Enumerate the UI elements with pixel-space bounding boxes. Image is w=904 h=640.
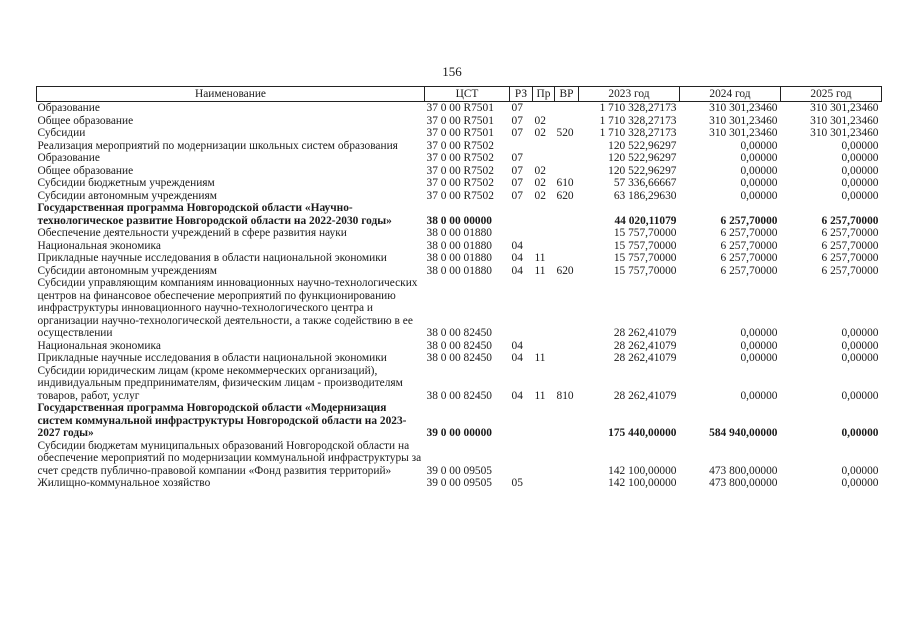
cell-name: Субсидии автономным учреждениям (37, 189, 217, 202)
cell-cst: 37 0 00 R7501 (426, 127, 494, 139)
cell-pr (533, 102, 555, 115)
cell-name: Субсидии управляющим компаниям инновационных научно-технологических центров на финансовое обеспечение мероприятий по функционированию инфраструктуры инновационного научно-технологического центра и организации научно-технологической деятельности, а также содействию в ее осуществлении (37, 277, 418, 339)
cell-2024: 310 301,23460 (709, 127, 778, 139)
cell-2024: 6 257,70000 (720, 239, 778, 252)
table-row (37, 277, 882, 340)
cell-pr: 11 (534, 264, 546, 277)
cell-2023: 28 262,41079 (613, 389, 677, 402)
cell-2023: 28 262,41079 (613, 352, 677, 364)
header-2025: 2025 год (781, 87, 882, 102)
cell-pr (533, 440, 555, 478)
cell-2025: 6 257,70000 (821, 239, 879, 252)
cell-name: Субсидии юридическим лицам (кроме некоммерческих организаций), индивидуальным предпринимателям, физическим лицам - производителям товаров, работ, услуг (37, 364, 403, 402)
cell-2023: 120 522,96297 (608, 152, 677, 164)
cell-vr (555, 440, 579, 478)
cell-vr (555, 115, 579, 128)
cell-pr (533, 227, 555, 240)
table-row (37, 440, 882, 478)
cell-cst: 37 0 00 R7502 (426, 139, 494, 152)
cell-vr (555, 277, 579, 340)
cell-pr: 02 (534, 177, 546, 189)
cell-2024: 0,00000 (740, 164, 778, 177)
cell-rz (510, 227, 533, 240)
table-header (37, 87, 882, 102)
table-row (37, 115, 882, 128)
cell-2024: 6 257,70000 (720, 214, 778, 227)
cell-2024: 0,00000 (740, 177, 778, 189)
cell-2025: 0,00000 (841, 464, 879, 477)
cell-2025: 0,00000 (841, 339, 879, 352)
cell-cst: 38 0 00 01880 (426, 227, 492, 239)
cell-pr (533, 140, 555, 153)
cell-2023: 15 757,70000 (613, 252, 677, 264)
cell-2023: 142 100,00000 (608, 477, 677, 489)
table-row (37, 140, 882, 153)
cell-2023: 120 522,96297 (608, 164, 677, 177)
cell-vr: 610 (556, 177, 574, 189)
cell-2023: 15 757,70000 (613, 227, 677, 239)
table-row (37, 477, 882, 490)
cell-2025: 0,00000 (841, 427, 879, 439)
cell-cst: 37 0 00 R7502 (426, 189, 494, 202)
table-row (37, 152, 882, 165)
cell-name: Государственная программа Новгородской области «Модернизация систем коммунальной инфраструктуры Новгородской области на 2023-2027 годы» (37, 402, 407, 439)
cell-rz: 07 (511, 177, 523, 189)
cell-vr (555, 140, 579, 153)
cell-2024: 6 257,70000 (720, 264, 778, 277)
cell-name: Образование (37, 102, 100, 114)
cell-vr: 520 (556, 127, 574, 139)
cell-pr (533, 477, 555, 490)
cell-2025: 6 257,70000 (821, 227, 879, 239)
cell-vr (555, 227, 579, 240)
cell-pr (533, 240, 555, 253)
cell-rz: 04 (511, 239, 523, 252)
cell-2025: 0,00000 (841, 139, 879, 152)
cell-cst: 37 0 00 R7501 (426, 102, 494, 114)
cell-2024: 0,00000 (740, 389, 778, 402)
cell-rz: 04 (511, 252, 523, 264)
cell-vr (555, 152, 579, 165)
cell-rz: 04 (511, 352, 523, 364)
header-cst: ЦСТ (425, 87, 510, 102)
cell-name: Общее образование (37, 164, 134, 177)
cell-name: Прикладные научные исследования в области национальной экономики (37, 352, 387, 364)
cell-2024: 0,00000 (740, 189, 778, 202)
cell-2023: 15 757,70000 (613, 239, 677, 252)
header-vr: ВР (555, 87, 579, 102)
cell-pr: 11 (534, 389, 546, 402)
budget-table (36, 86, 882, 490)
cell-rz: 05 (511, 477, 523, 489)
cell-2025: 6 257,70000 (821, 264, 879, 277)
cell-pr: 11 (534, 352, 546, 364)
cell-pr: 02 (534, 164, 546, 177)
header-name: Наименование (37, 87, 425, 102)
cell-rz (510, 402, 533, 440)
table-row (37, 265, 882, 278)
cell-vr (555, 352, 579, 365)
cell-cst: 39 0 00 09505 (426, 477, 492, 489)
cell-2025: 0,00000 (841, 477, 879, 489)
cell-2025: 0,00000 (841, 177, 879, 189)
cell-2023: 44 020,11079 (614, 214, 677, 227)
cell-name: Субсидии бюджетным учреждениям (37, 177, 215, 189)
cell-rz: 07 (511, 189, 523, 202)
cell-2025: 0,00000 (841, 189, 879, 202)
cell-vr (555, 477, 579, 490)
cell-cst: 38 0 00 82450 (426, 327, 492, 339)
cell-2023: 175 440,00000 (608, 427, 677, 439)
cell-2025: 0,00000 (841, 352, 879, 364)
cell-rz (510, 277, 533, 340)
cell-2025: 310 301,23460 (810, 102, 879, 114)
cell-2023: 1 710 328,27173 (599, 127, 677, 139)
cell-2023: 142 100,00000 (608, 464, 677, 477)
cell-2024: 0,00000 (740, 139, 778, 152)
cell-2025: 0,00000 (841, 389, 879, 402)
header-2024: 2024 год (680, 87, 781, 102)
table-row (37, 365, 882, 403)
cell-2023: 28 262,41079 (613, 339, 677, 352)
cell-2025: 6 257,70000 (821, 252, 879, 264)
header-2023: 2023 год (579, 87, 680, 102)
cell-cst: 38 0 00 82450 (426, 389, 492, 402)
table-row (37, 202, 882, 227)
cell-rz: 04 (511, 339, 523, 352)
cell-cst: 39 0 00 09505 (426, 464, 492, 477)
cell-pr: 02 (534, 189, 546, 202)
table-row (37, 165, 882, 178)
table-row (37, 227, 882, 240)
cell-pr (533, 202, 555, 227)
cell-cst: 37 0 00 R7502 (426, 177, 494, 189)
cell-vr: 810 (556, 389, 574, 402)
cell-rz (510, 140, 533, 153)
cell-rz: 07 (511, 164, 523, 177)
cell-name: Государственная программа Новгородской области «Научно-технологическое развитие Новгородской области на 2022-2030 годы» (37, 202, 392, 227)
cell-2024: 584 940,00000 (709, 427, 778, 439)
cell-pr (533, 152, 555, 165)
cell-rz: 07 (511, 102, 523, 114)
cell-rz: 07 (511, 127, 523, 139)
table-row (37, 240, 882, 253)
cell-name: Прикладные научные исследования в области национальной экономики (37, 252, 387, 264)
cell-cst: 38 0 00 01880 (426, 264, 492, 277)
header-pr: Пр (533, 87, 555, 102)
cell-vr (555, 340, 579, 353)
cell-vr: 620 (556, 189, 574, 202)
cell-2024: 0,00000 (740, 352, 778, 364)
cell-pr: 02 (534, 127, 546, 139)
cell-cst: 38 0 00 01880 (426, 252, 492, 264)
cell-name: Реализация мероприятий по модернизации школьных систем образования (37, 139, 398, 152)
cell-vr: 620 (556, 264, 574, 277)
table-row (37, 402, 882, 440)
cell-2023: 63 186,29630 (613, 189, 677, 202)
cell-2025: 310 301,23460 (810, 127, 879, 139)
cell-2023: 1 710 328,27173 (599, 102, 677, 114)
cell-name: Жилищно-коммунальное хозяйство (37, 477, 211, 489)
cell-name: Субсидии бюджетам муниципальных образований Новгородской области на обеспечение мероприятий по модернизации коммунальной инфраструктуры за счет средств публично-правовой компании «Фонд развития территорий» (37, 439, 422, 477)
cell-rz (510, 440, 533, 478)
cell-cst: 37 0 00 R7502 (426, 164, 494, 177)
cell-pr (533, 340, 555, 353)
table-row (37, 252, 882, 265)
cell-cst: 37 0 00 R7501 (426, 114, 494, 127)
cell-2024: 310 301,23460 (709, 102, 778, 114)
cell-name: Образование (37, 152, 100, 164)
page-number: 156 (442, 64, 462, 79)
cell-name: Субсидии автономным учреждениям (37, 264, 217, 277)
cell-vr (555, 202, 579, 227)
cell-rz (510, 202, 533, 227)
cell-rz: 04 (511, 264, 523, 277)
cell-2024: 6 257,70000 (720, 252, 778, 264)
cell-cst: 37 0 00 R7502 (426, 152, 494, 164)
cell-vr (555, 102, 579, 115)
table-row (37, 352, 882, 365)
cell-rz: 07 (511, 114, 523, 127)
cell-2024: 473 800,00000 (709, 477, 778, 489)
cell-2024: 6 257,70000 (720, 227, 778, 239)
cell-vr (555, 240, 579, 253)
cell-2023: 15 757,70000 (613, 264, 677, 277)
cell-name: Субсидии (37, 127, 86, 139)
cell-2024: 0,00000 (740, 152, 778, 164)
cell-2024: 310 301,23460 (709, 114, 778, 127)
cell-pr: 02 (534, 114, 546, 127)
cell-2025: 6 257,70000 (821, 214, 879, 227)
cell-cst: 38 0 00 00000 (426, 214, 492, 227)
cell-2025: 310 301,23460 (810, 114, 879, 127)
cell-2025: 0,00000 (841, 164, 879, 177)
cell-pr: 11 (534, 252, 546, 264)
cell-2023: 1 710 328,27173 (599, 114, 677, 127)
cell-pr (533, 277, 555, 340)
cell-name: Национальная экономика (37, 339, 161, 352)
cell-2023: 120 522,96297 (608, 139, 677, 152)
header-rz: РЗ (510, 87, 533, 102)
cell-2023: 57 336,66667 (613, 177, 677, 189)
cell-2025: 0,00000 (841, 152, 879, 164)
cell-cst: 39 0 00 00000 (426, 427, 492, 439)
cell-cst: 38 0 00 82450 (426, 352, 492, 364)
cell-vr (555, 252, 579, 265)
cell-vr (555, 402, 579, 440)
cell-2023: 28 262,41079 (613, 327, 677, 339)
table-row (37, 190, 882, 203)
cell-pr (533, 402, 555, 440)
cell-cst: 38 0 00 82450 (426, 339, 492, 352)
table-row (37, 177, 882, 190)
cell-vr (555, 165, 579, 178)
cell-2024: 473 800,00000 (709, 464, 778, 477)
cell-name: Национальная экономика (37, 239, 161, 252)
table-row (37, 340, 882, 353)
table-row (37, 102, 882, 115)
cell-cst: 38 0 00 01880 (426, 239, 492, 252)
cell-2024: 0,00000 (740, 327, 778, 339)
cell-2025: 0,00000 (841, 327, 879, 339)
table-body (37, 102, 882, 490)
cell-name: Общее образование (37, 114, 134, 127)
cell-rz: 04 (511, 389, 523, 402)
table-row (37, 127, 882, 140)
cell-name: Обеспечение деятельности учреждений в сфере развития науки (37, 227, 347, 239)
cell-rz: 07 (511, 152, 523, 164)
cell-2024: 0,00000 (740, 339, 778, 352)
